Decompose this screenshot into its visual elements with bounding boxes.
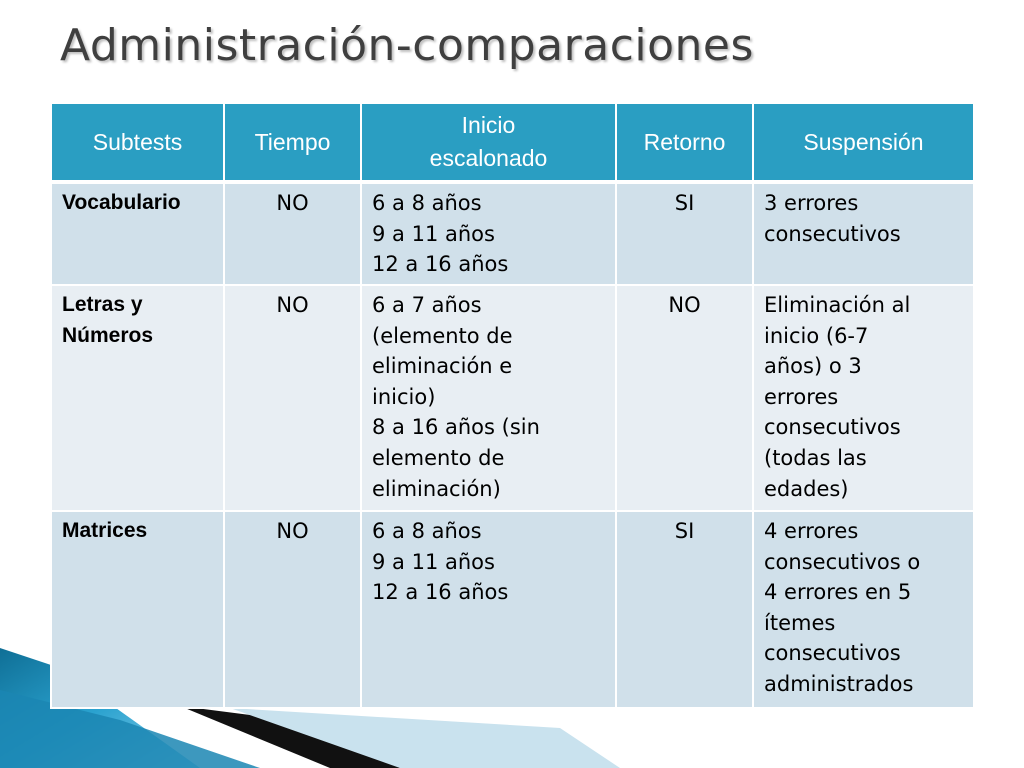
cell-subtest bbox=[51, 285, 224, 511]
cell-suspension-line: errores bbox=[764, 384, 839, 409]
comparison-table bbox=[50, 102, 975, 709]
header-inicio-line1: Inicio bbox=[461, 112, 516, 138]
header-inicio-escalonado bbox=[361, 103, 616, 182]
header-suspension: Suspensión bbox=[753, 103, 974, 182]
cell-suspension bbox=[753, 182, 974, 285]
cell-inicio-line: elemento de bbox=[372, 445, 505, 470]
cell-subtest: Matrices bbox=[51, 511, 224, 708]
cell-suspension bbox=[753, 511, 974, 708]
cell-inicio-line: 9 a 11 años bbox=[372, 221, 495, 246]
cell-tiempo: NO bbox=[224, 511, 361, 708]
slide-title: Administración-comparaciones bbox=[60, 20, 754, 71]
cell-tiempo: NO bbox=[224, 285, 361, 511]
cell-inicio-line: 6 a 8 años bbox=[372, 519, 482, 543]
header-tiempo: Tiempo bbox=[224, 103, 361, 182]
cell-suspension-line: 4 errores en 5 bbox=[764, 580, 912, 605]
cell-subtest-line: Letras y bbox=[62, 293, 143, 316]
cell-inicio bbox=[361, 511, 616, 708]
cell-inicio bbox=[361, 182, 616, 285]
table-row bbox=[51, 285, 974, 511]
table-row bbox=[51, 511, 974, 708]
cell-suspension-line: consecutivos o bbox=[764, 549, 921, 574]
header-retorno: Retorno bbox=[616, 103, 753, 182]
cell-inicio-line: eliminación e bbox=[372, 354, 513, 379]
cell-suspension-line: Eliminación al bbox=[764, 293, 911, 317]
cell-inicio-line: 12 a 16 años bbox=[372, 252, 509, 277]
cell-inicio-line: 9 a 11 años bbox=[372, 549, 495, 574]
cell-inicio bbox=[361, 285, 616, 511]
cell-retorno: SI bbox=[616, 182, 753, 285]
cell-inicio-line: inicio) bbox=[372, 384, 436, 409]
cell-inicio-line: 6 a 8 años bbox=[372, 191, 482, 215]
cell-suspension-line: inicio (6-7 bbox=[764, 323, 869, 348]
cell-inicio-line: (elemento de bbox=[372, 323, 513, 348]
cell-suspension-line: 3 errores bbox=[764, 191, 859, 215]
header-subtests: Subtests bbox=[51, 103, 224, 182]
cell-suspension-line: administrados bbox=[764, 671, 914, 696]
cell-inicio-line: 12 a 16 años bbox=[372, 580, 509, 605]
cell-subtest-line: Números bbox=[62, 323, 154, 347]
cell-retorno: SI bbox=[616, 511, 753, 708]
cell-inicio-line: 6 a 7 años bbox=[372, 293, 482, 317]
cell-suspension-line: años) o 3 bbox=[764, 354, 862, 379]
cell-inicio-line: eliminación) bbox=[372, 476, 501, 501]
cell-suspension-line: edades) bbox=[764, 476, 849, 501]
cell-retorno: NO bbox=[616, 285, 753, 511]
cell-suspension-line: consecutivos bbox=[764, 641, 901, 666]
cell-suspension-line: 4 errores bbox=[764, 519, 859, 543]
cell-suspension-line: ítemes bbox=[764, 610, 836, 635]
cell-suspension-line: (todas las bbox=[764, 445, 867, 470]
cell-suspension-line: consecutivos bbox=[764, 221, 901, 246]
cell-tiempo: NO bbox=[224, 182, 361, 285]
cell-suspension bbox=[753, 285, 974, 511]
header-inicio-line2: escalonado bbox=[429, 145, 548, 171]
table-header-row bbox=[51, 103, 974, 182]
cell-inicio-line: 8 a 16 años (sin bbox=[372, 415, 540, 440]
cell-subtest: Vocabulario bbox=[51, 182, 224, 285]
table-row bbox=[51, 182, 974, 285]
cell-suspension-line: consecutivos bbox=[764, 415, 901, 440]
